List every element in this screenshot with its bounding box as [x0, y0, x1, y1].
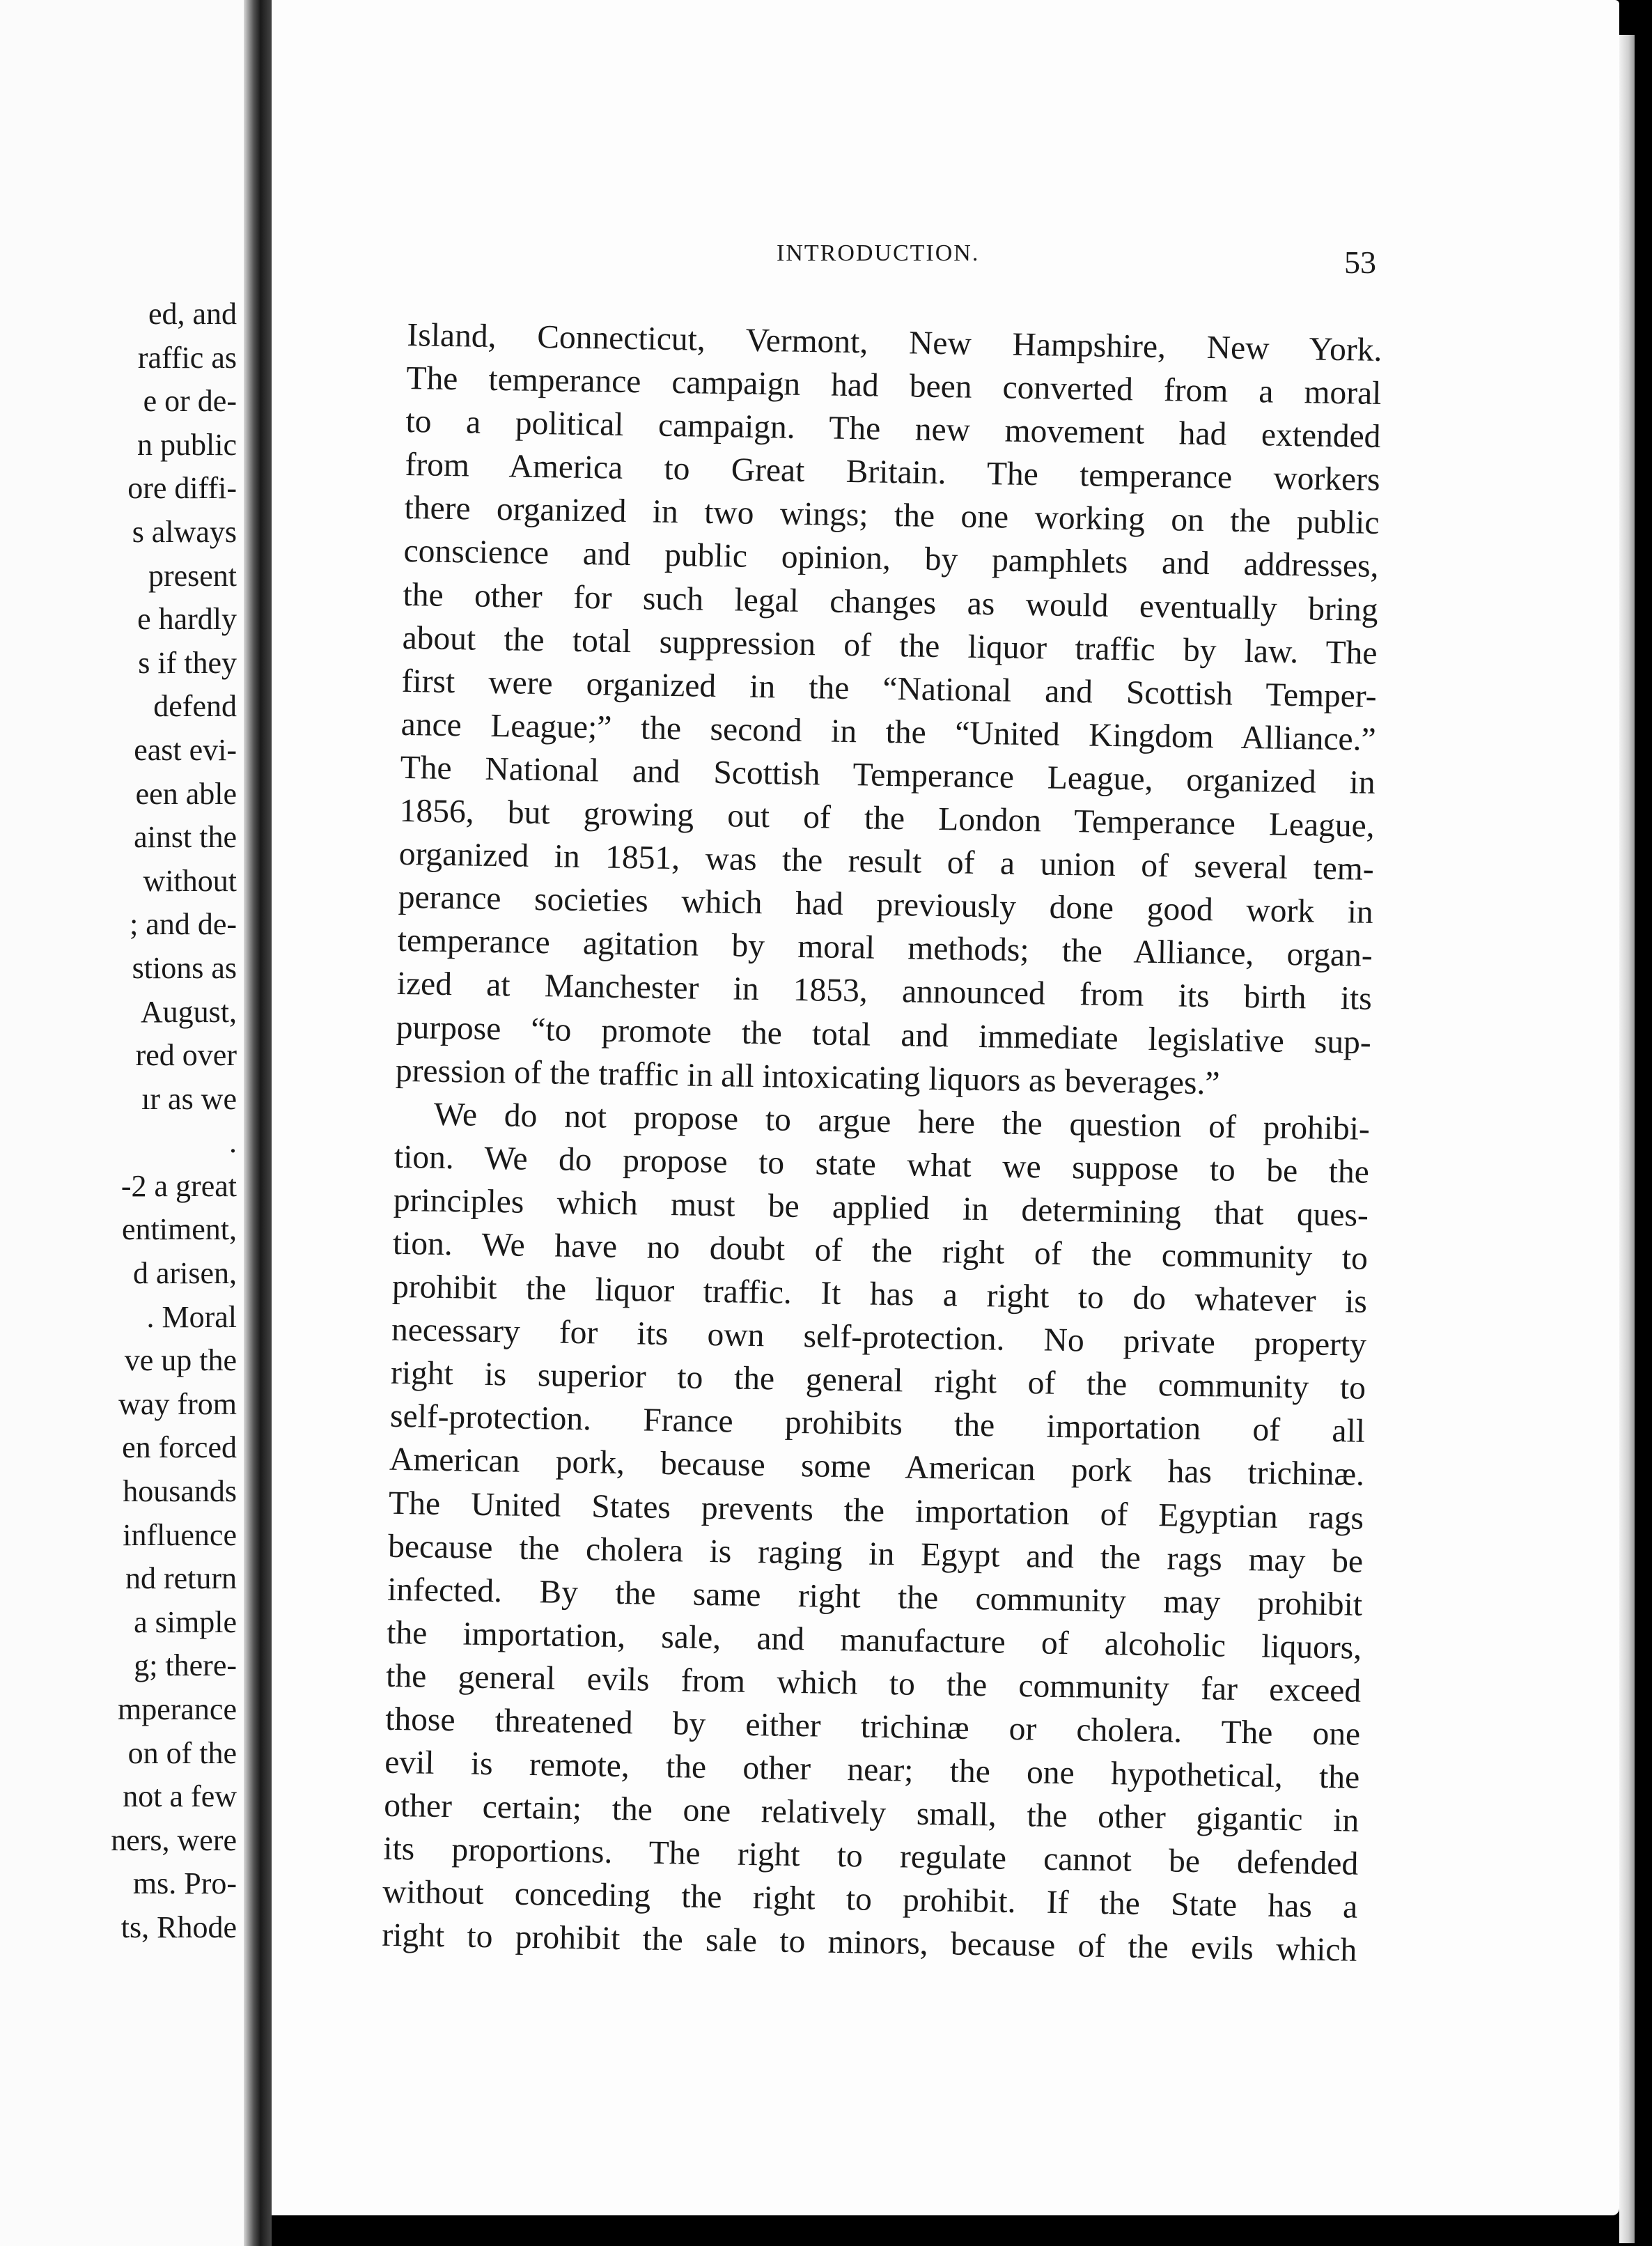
left-line: defend: [153, 689, 237, 724]
text-line: The National and Scottish Temperance League, organized in: [400, 749, 1376, 801]
text-line: pression of the traffic in all intoxicating liquors as beverages.”: [395, 1052, 1220, 1102]
text-line: evil is remote, the other near; the one hypothetical, the: [384, 1744, 1360, 1796]
left-line: housands: [123, 1474, 237, 1509]
left-page-text: [0, 293, 237, 1950]
left-line: een able: [135, 776, 237, 811]
left-line: east evi-: [134, 732, 237, 767]
left-line: ; and de-: [130, 907, 237, 942]
text-line: from America to Great Britain. The temperance workers: [405, 447, 1380, 499]
book-gutter: [244, 0, 272, 2246]
text-line: Island, Connecticut, Vermont, New Hampshire, New York.: [407, 316, 1382, 369]
text-line: to a political campaign. The new movement had extended: [405, 403, 1381, 456]
left-line: ve up the: [124, 1343, 237, 1378]
left-line: ts, Rhode: [120, 1910, 237, 1944]
text-line: ized at Manchester in 1853, announced from its birth its: [396, 966, 1373, 1018]
text-line: because the cholera is raging in Egypt and the rags may be: [387, 1528, 1364, 1580]
text-line: conscience and public opinion, by pamphlets and addresses,: [403, 533, 1379, 585]
text-line: self-protection. France prohibits the importation of all: [389, 1398, 1366, 1450]
left-line: on of the: [127, 1735, 237, 1770]
page-edge: [1619, 35, 1635, 2243]
left-line: influence: [123, 1517, 237, 1552]
left-line: raffic as: [137, 340, 237, 375]
text-line: without conceding the right to prohibit. If the State has a: [382, 1874, 1358, 1926]
text-line: about the total suppression of the liquor traffic by law. The: [402, 619, 1378, 672]
left-line: nd return: [125, 1561, 237, 1596]
left-line: August,: [140, 994, 237, 1029]
text-line: its proportions. The right to regulate cannot be defended: [382, 1831, 1359, 1882]
left-line: s if they: [138, 645, 237, 680]
left-line: stions as: [132, 950, 237, 985]
left-line: ainst the: [134, 820, 237, 855]
text-line: temperance agitation by moral methods; the Alliance, organ-: [397, 922, 1373, 975]
text-line: The United States prevents the importation of Egyptian rags: [388, 1485, 1364, 1537]
left-line: red over: [135, 1038, 237, 1073]
left-line: present: [148, 558, 237, 593]
text-line: infected. By the same right the community may prohibit: [387, 1571, 1363, 1623]
text-line: prohibit the liquor traffic. It has a right to do whatever is: [391, 1268, 1368, 1320]
left-line: n public: [137, 427, 237, 462]
left-line: en forced: [122, 1430, 237, 1465]
text-line: right to prohibit the sale to minors, because of the evils which: [382, 1917, 1357, 1969]
left-line: ır as we: [141, 1081, 237, 1116]
text-line: the importation, sale, and manufacture of alcoholic liquors,: [386, 1614, 1362, 1666]
body-text: [382, 313, 1382, 1972]
left-line: . Moral: [146, 1299, 237, 1334]
left-line: mperance: [118, 1692, 237, 1726]
text-line: organized in 1851, was the result of a union of several tem-: [398, 836, 1375, 888]
text-line: tion. We do propose to state what we suppose to be the: [393, 1138, 1370, 1191]
text-line: the general evils from which to the community far exceed: [385, 1657, 1362, 1710]
text-line: perance societies which had previously done good work in: [398, 879, 1374, 931]
page-number: 53: [1344, 245, 1376, 280]
left-line: a simple: [134, 1604, 237, 1639]
text-line: necessary for its own self-protection. No private property: [391, 1311, 1367, 1363]
left-line: ed, and: [148, 297, 237, 331]
left-line: e or de-: [143, 384, 237, 419]
text-line: tion. We have no doubt of the right of the community to: [392, 1225, 1369, 1277]
text-line: American pork, because some American pork has trichinæ.: [389, 1441, 1365, 1494]
left-line: .: [229, 1125, 237, 1160]
text-line: there organized in two wings; the one working on the public: [404, 490, 1380, 542]
text-line: other certain; the one relatively small, the other gigantic in: [383, 1787, 1359, 1839]
text-line: those threatened by either trichinæ or cholera. The one: [384, 1701, 1361, 1753]
text-line: 1856, but growing out of the London Temperance League,: [399, 792, 1376, 844]
left-line: entiment,: [122, 1212, 237, 1247]
text-line: principles which must be applied in determining that ques-: [393, 1182, 1369, 1234]
left-line: g; there-: [134, 1648, 237, 1683]
left-line: d arisen,: [132, 1256, 237, 1291]
text-line: We do not propose to argue here the question of prohibi-: [433, 1096, 1371, 1147]
text-line: right is superior to the general right of the community to: [390, 1355, 1366, 1407]
left-page-fragment: [0, 0, 244, 2246]
text-line: first were organized in the “National and Scottish Temper-: [401, 663, 1377, 715]
left-line: s always: [132, 514, 237, 549]
text-line: the other for such legal changes as would eventually bring: [403, 576, 1378, 628]
left-line: ners, were: [111, 1822, 237, 1857]
left-line: without: [143, 863, 237, 898]
left-line: way from: [118, 1386, 237, 1421]
running-head: INTRODUCTION.: [777, 240, 980, 266]
left-line: not a few: [123, 1779, 237, 1814]
text-line: The temperance campaign had been converted from a moral: [406, 360, 1382, 412]
left-line: -2 a great: [120, 1168, 237, 1203]
text-line: ance League;” the second in the “United Kingdom Alliance.”: [400, 706, 1376, 758]
text-line: purpose “to promote the total and immediate legislative sup-: [396, 1009, 1372, 1061]
left-line: e hardly: [137, 602, 237, 637]
left-line: ore diffi-: [127, 471, 237, 506]
left-line: ms. Pro-: [132, 1866, 237, 1901]
